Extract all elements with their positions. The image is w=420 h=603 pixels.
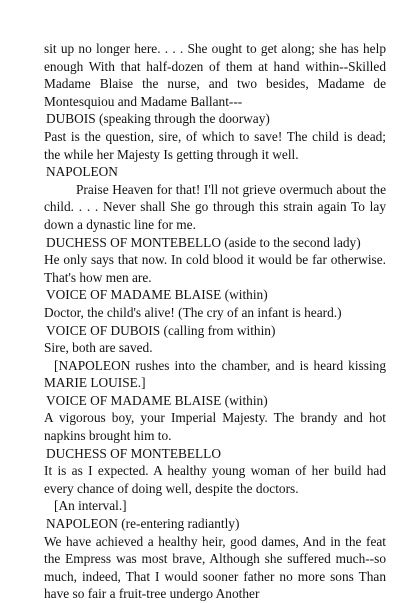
speaker-name: DUBOIS (speaking through the doorway) bbox=[46, 111, 270, 127]
speaker-name: VOICE OF MADAME BLAISE (within) bbox=[46, 287, 268, 303]
dialogue-text: Past is the question, sire, of which to save! The child is dead; the while her Majesty Is getting through it well. bbox=[44, 128, 386, 162]
dialogue-text: Doctor, the child's alive! (The cry of an infant is heard.) bbox=[44, 304, 342, 320]
dialogue-text: We have achieved a healthy heir, good dames, And in the feat the Empress was most brave, Although she suffered much--so much, indeed, That I would sooner father no more sons Than have so fair a fruit-tree undergo Another bbox=[44, 533, 386, 602]
speaker-name: VOICE OF MADAME BLAISE (within) bbox=[46, 392, 268, 408]
stage-direction: [NAPOLEON rushes into the chamber, and is heard kissing MARIE LOUISE.] bbox=[44, 357, 386, 391]
speaker-name: NAPOLEON bbox=[46, 164, 118, 180]
stage-direction: [An interval.] bbox=[54, 498, 127, 514]
dialogue-text: sit up no longer here. . . . She ought to get along; she has help enough With that half-dozen of them at hand within--Skilled Madame Blaise the nurse, and two besides, Madame de Montesquiou and Madame Ballant--- bbox=[44, 41, 386, 109]
dialogue-text: He only says that now. In cold blood it would be far otherwise. That's how men are. bbox=[44, 252, 386, 285]
dialogue-text: Praise Heaven for that! I'll not grieve overmuch about the child. . . . Never shall She go through this strain again To lay down a dynastic line for me. bbox=[44, 181, 386, 232]
dialogue-text: A vigorous boy, your Imperial Majesty. The brandy and hot napkins brought him to. bbox=[44, 410, 386, 444]
speaker-name: DUCHESS OF MONTEBELLO (aside to the second lady) bbox=[46, 234, 361, 250]
speaker-name: VOICE OF DUBOIS (calling from within) bbox=[46, 322, 276, 338]
document-page bbox=[44, 40, 386, 603]
dialogue-text: It is as I expected. A healthy young woman of her build had every chance of doing well, despite the doctors. bbox=[44, 463, 386, 496]
dialogue-text: Sire, both are saved. bbox=[44, 340, 153, 356]
speaker-name: DUCHESS OF MONTEBELLO bbox=[46, 445, 221, 461]
speaker-name: NAPOLEON (re-entering radiantly) bbox=[46, 516, 240, 532]
